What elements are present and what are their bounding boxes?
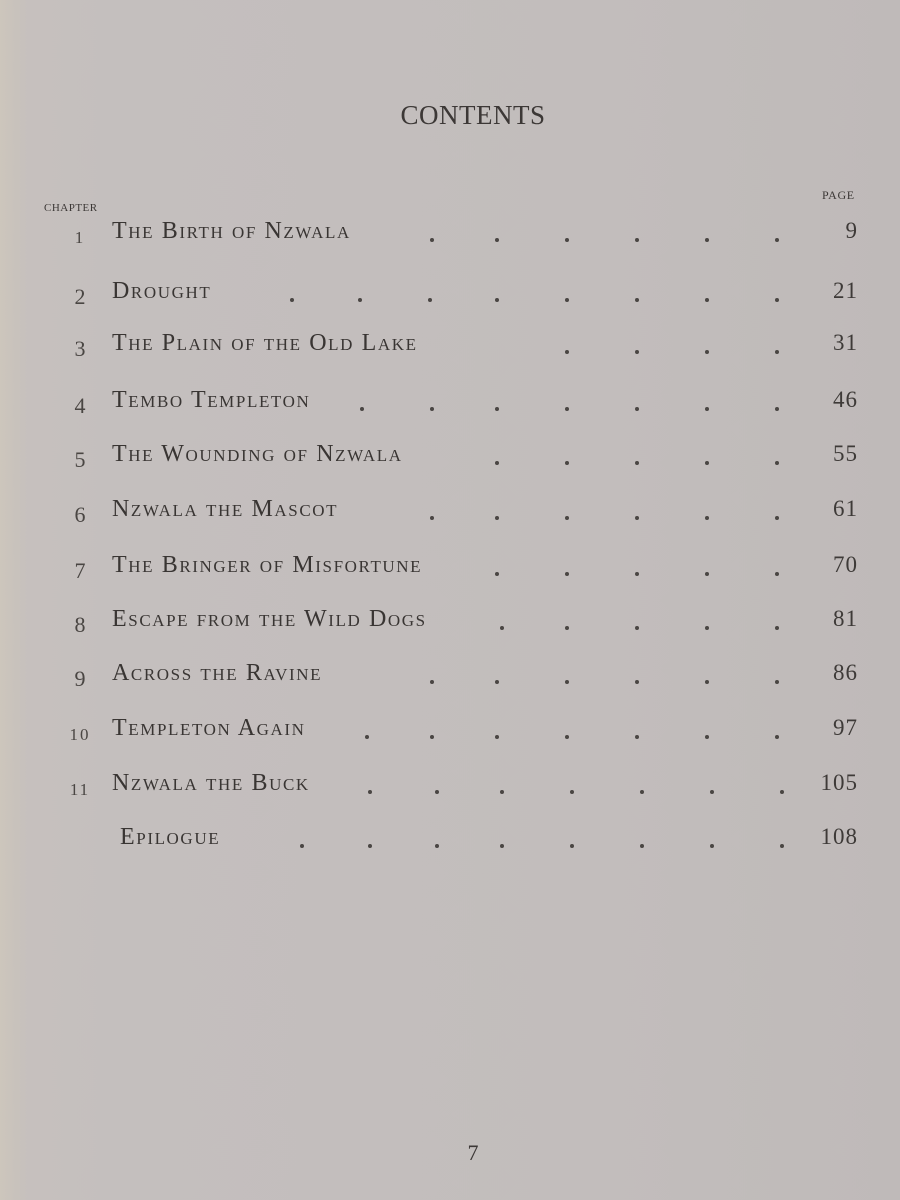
page-number-ref: 86 bbox=[833, 660, 858, 685]
page-column-header: PAGE bbox=[822, 188, 855, 202]
page-number-ref: 31 bbox=[833, 330, 858, 355]
chapter-title: Across the Ravine bbox=[112, 660, 323, 686]
chapter-title: Templeton Again bbox=[112, 715, 306, 741]
dot-leader bbox=[0, 496, 900, 536]
leader-dot bbox=[635, 572, 639, 576]
leader-dot bbox=[565, 298, 569, 302]
leader-dot bbox=[565, 238, 569, 242]
chapter-number: 7 bbox=[74, 558, 86, 583]
chapter-title: The Bringer of Misfortune bbox=[112, 552, 423, 578]
chapter-title: The Plain of the Old Lake bbox=[112, 330, 418, 356]
leader-dot bbox=[705, 350, 709, 354]
chapter-number: 11 bbox=[69, 780, 91, 799]
leader-dot bbox=[705, 735, 709, 739]
leader-dot bbox=[435, 790, 439, 794]
chapter-title: The Birth of Nzwala bbox=[112, 218, 351, 244]
chapter-number: 9 bbox=[74, 666, 86, 691]
leader-dot bbox=[495, 735, 499, 739]
chapter-number: 8 bbox=[74, 612, 86, 637]
leader-dot bbox=[570, 844, 574, 848]
leader-dot bbox=[705, 298, 709, 302]
leader-dot bbox=[565, 626, 569, 630]
page-number-ref: 21 bbox=[833, 278, 858, 303]
page-number-ref: 55 bbox=[833, 441, 858, 466]
chapter-title: Nzwala the Buck bbox=[112, 770, 310, 796]
page-number-ref: 9 bbox=[845, 218, 858, 243]
page-number: 7 bbox=[467, 1140, 479, 1165]
dot-leader bbox=[0, 770, 900, 810]
dot-leader bbox=[0, 824, 900, 864]
leader-dot bbox=[495, 461, 499, 465]
leader-dot bbox=[358, 298, 362, 302]
page-number-ref: 105 bbox=[820, 770, 858, 795]
page-title: CONTENTS bbox=[400, 100, 546, 130]
leader-dot bbox=[430, 407, 434, 411]
page-number-ref: 61 bbox=[833, 496, 858, 521]
page-number-ref: 97 bbox=[833, 715, 858, 740]
leader-dot bbox=[430, 238, 434, 242]
leader-dot bbox=[435, 844, 439, 848]
dot-leader bbox=[0, 441, 900, 481]
chapter-title: Nzwala the Mascot bbox=[112, 496, 339, 522]
leader-dot bbox=[365, 735, 369, 739]
toc-entry[interactable] bbox=[0, 441, 900, 481]
leader-dot bbox=[635, 735, 639, 739]
leader-dot bbox=[565, 407, 569, 411]
leader-dot bbox=[635, 516, 639, 520]
leader-dot bbox=[705, 461, 709, 465]
leader-dot bbox=[430, 516, 434, 520]
dot-leader bbox=[0, 278, 900, 318]
leader-dot bbox=[565, 516, 569, 520]
chapter-column-header: CHAPTER bbox=[44, 202, 98, 214]
page-number-ref: 81 bbox=[833, 606, 858, 631]
leader-dot bbox=[705, 680, 709, 684]
dot-leader bbox=[0, 330, 900, 370]
leader-dot bbox=[635, 407, 639, 411]
leader-dot bbox=[635, 680, 639, 684]
leader-dot bbox=[300, 844, 304, 848]
chapter-title: The Wounding of Nzwala bbox=[112, 441, 403, 467]
chapter-title: Drought bbox=[112, 278, 212, 304]
leader-dot bbox=[500, 844, 504, 848]
leader-dot bbox=[360, 407, 364, 411]
toc-entry[interactable] bbox=[0, 330, 900, 370]
leader-dot bbox=[430, 680, 434, 684]
toc-entry[interactable] bbox=[0, 496, 900, 536]
chapter-number: 1 bbox=[74, 228, 86, 247]
leader-dot bbox=[430, 735, 434, 739]
page-number-ref: 108 bbox=[820, 824, 858, 849]
leader-dot bbox=[495, 298, 499, 302]
leader-dot bbox=[710, 844, 714, 848]
leader-dot bbox=[495, 680, 499, 684]
dot-leader bbox=[0, 715, 900, 755]
leader-dot bbox=[565, 735, 569, 739]
toc-entry[interactable] bbox=[0, 770, 900, 810]
leader-dot bbox=[640, 790, 644, 794]
leader-dot bbox=[705, 238, 709, 242]
toc-entry[interactable] bbox=[0, 824, 900, 864]
leader-dot bbox=[368, 790, 372, 794]
leader-dot bbox=[705, 572, 709, 576]
chapter-title: Epilogue bbox=[120, 824, 221, 850]
leader-dot bbox=[495, 516, 499, 520]
chapter-number: 10 bbox=[69, 725, 91, 744]
leader-dot bbox=[635, 238, 639, 242]
leader-dot bbox=[710, 790, 714, 794]
chapter-number: 4 bbox=[74, 393, 86, 418]
leader-dot bbox=[290, 298, 294, 302]
leader-dot bbox=[368, 844, 372, 848]
leader-dot bbox=[705, 516, 709, 520]
dot-leader bbox=[0, 606, 900, 646]
toc-entry[interactable] bbox=[0, 278, 900, 318]
leader-dot bbox=[500, 790, 504, 794]
dot-leader bbox=[0, 387, 900, 427]
dot-leader bbox=[0, 218, 900, 258]
page-number-ref: 70 bbox=[833, 552, 858, 577]
chapter-title: Escape from the Wild Dogs bbox=[112, 606, 427, 632]
leader-dot bbox=[635, 461, 639, 465]
toc-entry[interactable] bbox=[0, 552, 900, 592]
leader-dot bbox=[495, 572, 499, 576]
leader-dot bbox=[565, 680, 569, 684]
toc-entry[interactable] bbox=[0, 218, 900, 258]
toc-entry[interactable] bbox=[0, 606, 900, 646]
chapter-title: Tembo Templeton bbox=[112, 387, 311, 413]
leader-dot bbox=[428, 298, 432, 302]
toc-entry[interactable] bbox=[0, 387, 900, 427]
chapter-number: 6 bbox=[74, 502, 86, 527]
dot-leader bbox=[0, 552, 900, 592]
leader-dot bbox=[640, 844, 644, 848]
leader-dot bbox=[635, 298, 639, 302]
toc-entry[interactable] bbox=[0, 660, 900, 700]
toc-entry[interactable] bbox=[0, 715, 900, 755]
leader-dot bbox=[495, 238, 499, 242]
leader-dot bbox=[705, 407, 709, 411]
leader-dot bbox=[635, 350, 639, 354]
dot-leader bbox=[0, 660, 900, 700]
leader-dot bbox=[705, 626, 709, 630]
chapter-number: 5 bbox=[74, 447, 86, 472]
leader-dot bbox=[500, 626, 504, 630]
leader-dot bbox=[565, 572, 569, 576]
chapter-number: 3 bbox=[74, 336, 86, 361]
leader-dot bbox=[570, 790, 574, 794]
leader-dot bbox=[565, 461, 569, 465]
chapter-number: 2 bbox=[74, 284, 86, 309]
leader-dot bbox=[495, 407, 499, 411]
leader-dot bbox=[565, 350, 569, 354]
page-number-ref: 46 bbox=[833, 387, 858, 412]
leader-dot bbox=[635, 626, 639, 630]
